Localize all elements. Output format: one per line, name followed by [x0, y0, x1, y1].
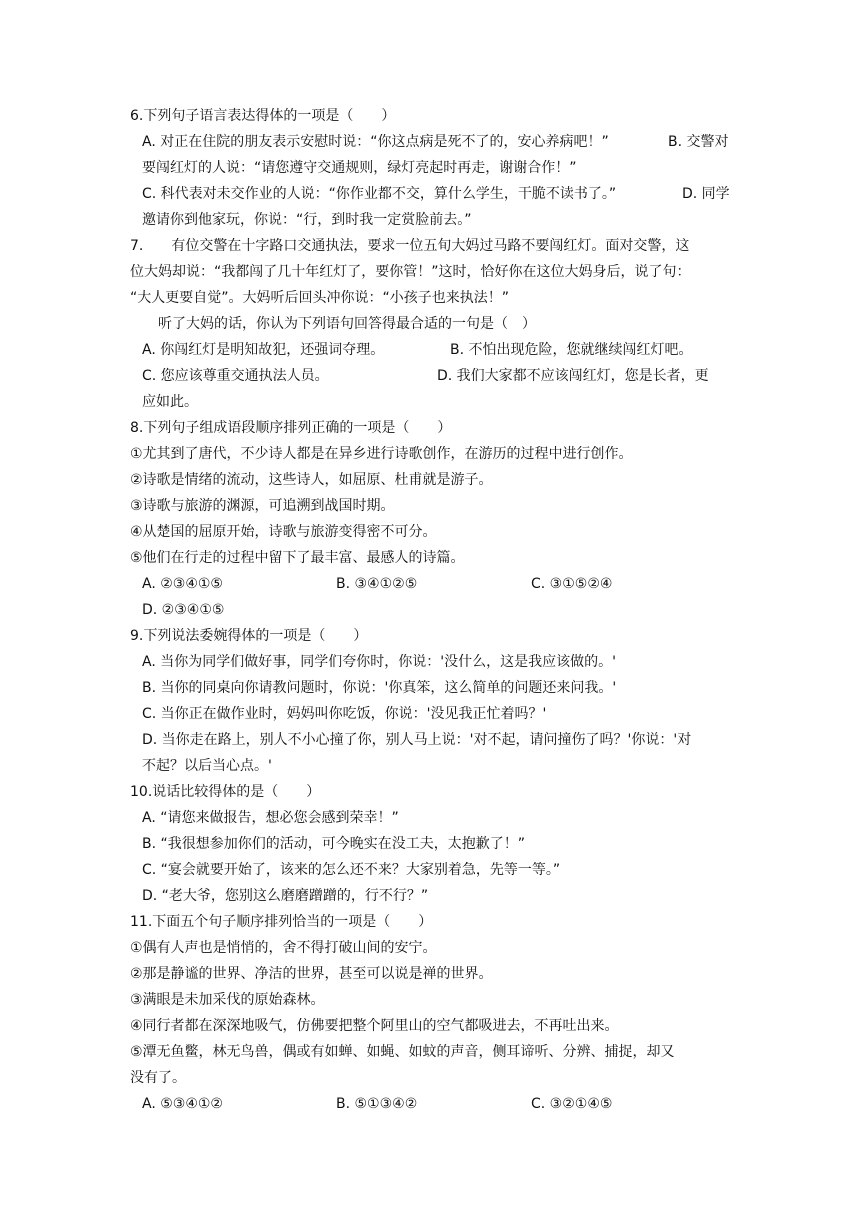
q6-option-d-tail: 邀请你到他家玩，你说：“行，到时我一定赏脸前去。” [142, 212, 472, 228]
q8-stem: 8.下列句子组成语段顺序排列正确的一项是（ ） [130, 420, 452, 436]
q11-stem: 11.下面五个句子顺序排列恰当的一项是（ ） [130, 914, 433, 930]
q6-option-b-head: B. 交警对 [668, 134, 729, 150]
q7-stem-line-3: “大人更要自觉”。大妈听后回头冲你说：“小孩子也来执法！” [130, 290, 510, 306]
q11-option-b: B. ⑤①③④② [336, 1096, 418, 1112]
q8-sentence-4: ④从楚国的屈原开始，诗歌与旅游变得密不可分。 [130, 524, 437, 540]
q7-option-c: C. 您应该尊重交通执法人员。 [142, 368, 329, 384]
q10-option-c: C. “宴会就要开始了，该来的怎么还不来？大家别着急，先等一等。” [142, 862, 561, 878]
q6-stem: 6.下列句子语言表达得体的一项是（ ） [130, 108, 396, 124]
q9-option-c: C. 当你正在做作业时，妈妈叫你吃饭，你说：'没见我正忙着吗？' [142, 706, 547, 722]
q7-stem-line-2: 位大妈却说：“我都闯了几十年红灯了，要你管！”这时，恰好你在这位大妈身后，说了句： [130, 264, 691, 280]
q6-option-a: A. 对正在住院的朋友表示安慰时说：“你这点病是死不了的，安心养病吧！” [142, 134, 609, 150]
q11-sentence-5-line-1: ⑤潭无鱼鳖，林无鸟兽，偶或有如蝉、如蝇、如蚊的声音，侧耳谛听、分辨、捕捉，却又 [130, 1044, 675, 1060]
q11-option-a: A. ⑤③④①② [142, 1096, 223, 1112]
q7-prompt: 听了大妈的话，你认为下列语句回答得最合适的一句是（ ） [158, 316, 536, 332]
q8-option-a: A. ②③④①⑤ [142, 576, 223, 592]
q6-option-d-head: D. 同学 [682, 186, 730, 202]
q11-option-c: C. ③②①④⑤ [531, 1096, 613, 1112]
q8-sentence-3: ③诗歌与旅游的渊源，可追溯到战国时期。 [130, 498, 395, 514]
q11-sentence-1: ①偶有人声也是悄悄的，舍不得打破山间的安宁。 [130, 940, 437, 956]
q10-stem: 10.说话比较得体的是（ ） [130, 784, 321, 800]
q8-option-c: C. ③①⑤②④ [531, 576, 613, 592]
q8-sentence-2: ②诗歌是情绪的流动，这些诗人，如屈原、杜甫就是游子。 [130, 472, 493, 488]
q8-sentence-5: ⑤他们在行走的过程中留下了最丰富、最感人的诗篇。 [130, 550, 465, 566]
q10-option-d: D. “老大爷，您别这么磨磨蹭蹭的，行不行？” [142, 888, 429, 904]
q7-option-a: A. 你闯红灯是明知故犯，还强词夺理。 [142, 342, 385, 358]
q9-option-a: A. 当你为同学们做好事，同学们夸你时，你说：'没什么，这是我应该做的。' [142, 654, 616, 670]
q11-sentence-4: ④同行者都在深深地吸气，仿佛要把整个阿里山的空气都吸进去，不再吐出来。 [130, 1018, 619, 1034]
q7-option-b: B. 不怕出现危险，您就继续闯红灯吧。 [450, 342, 693, 358]
q9-stem: 9.下列说法委婉得体的一项是（ ） [130, 628, 368, 644]
q9-option-b: B. 当你的同桌向你请教问题时，你说：'你真笨，这么简单的问题还来问我。' [142, 680, 617, 696]
q7-option-d-tail: 应如此。 [142, 394, 198, 410]
q8-sentence-1: ①尤其到了唐代，不少诗人都是在异乡进行诗歌创作，在游历的过程中进行创作。 [130, 446, 633, 462]
q7-option-d-head: D. 我们大家都不应该闯红灯，您是长者，更 [437, 368, 709, 384]
q10-option-b: B. “我很想参加你们的活动，可今晚实在没工夫，太抱歉了！” [142, 836, 526, 852]
q8-option-d: D. ②③④①⑤ [142, 602, 225, 618]
q6-option-c: C. 科代表对未交作业的人说：“你作业都不交，算什么学生，干脆不读书了。” [142, 186, 617, 202]
q11-sentence-2: ②那是静谧的世界、净洁的世界，甚至可以说是禅的世界。 [130, 966, 493, 982]
q11-sentence-3: ③满眼是未加采伐的原始森林。 [130, 992, 325, 1008]
q7-stem-line-1: 7. 有位交警在十字路口交通执法，要求一位五旬大妈过马路不要闯红灯。面对交警，这 [130, 238, 690, 254]
q9-option-d-line-1: D. 当你走在路上，别人不小心撞了你，别人马上说：'对不起，请问撞伤了吗？'你说：'对 [142, 732, 692, 748]
q9-option-d-line-2: 不起？以后当心点。' [142, 758, 272, 774]
q8-option-b: B. ③④①②⑤ [336, 576, 418, 592]
q11-sentence-5-line-2: 没有了。 [130, 1070, 186, 1086]
q6-option-b-tail: 要闯红灯的人说：“请您遵守交通规则，绿灯亮起时再走，谢谢合作！” [142, 160, 577, 176]
q10-option-a: A. “请您来做报告，想必您会感到荣幸！” [142, 810, 399, 826]
